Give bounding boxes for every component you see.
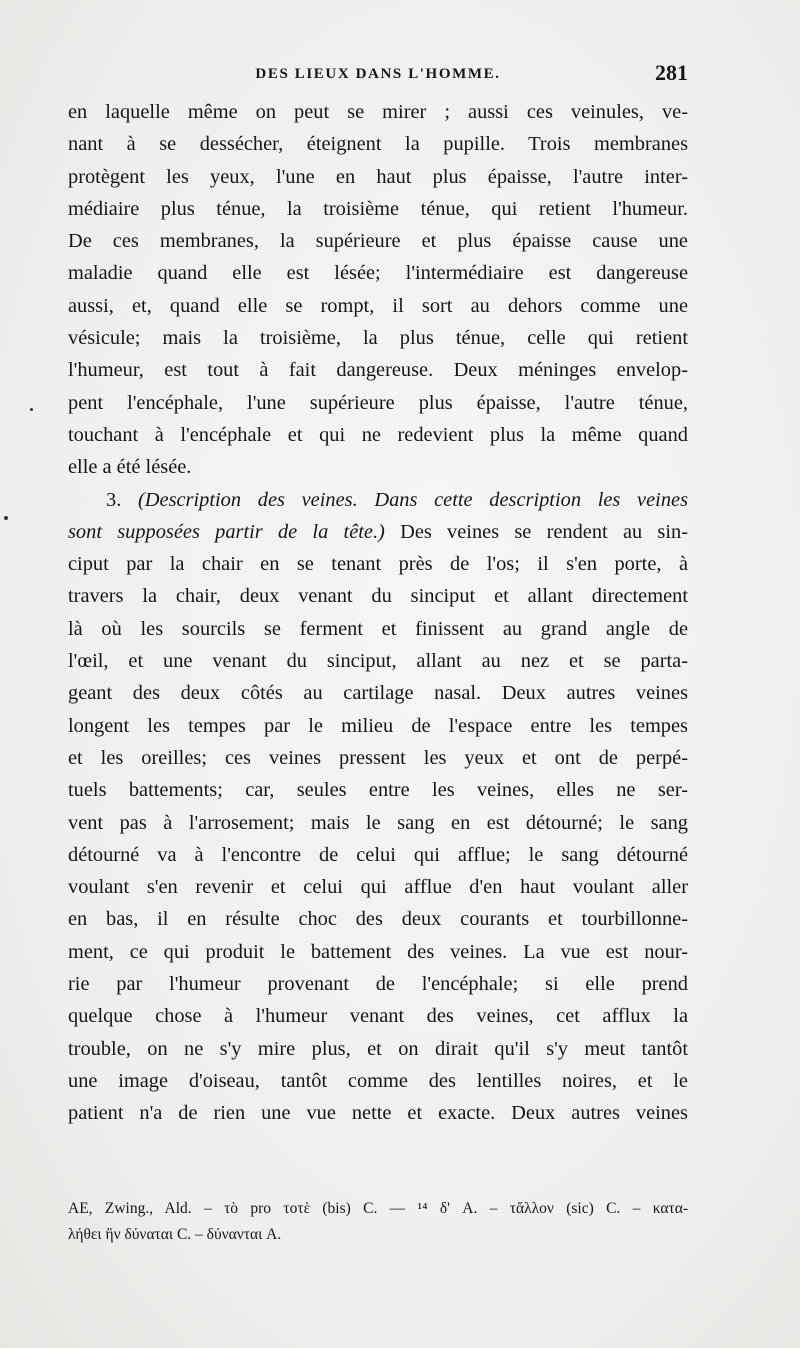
line-text: nant à se dessécher, éteignent la pupille. Trois membranes	[68, 133, 688, 156]
line-text: patient n'a de rien une vue nette et exacte. Deux autres veines	[68, 1102, 688, 1125]
page-number: 281	[655, 60, 688, 85]
section-title-italic: (Description des veines. Dans cette description les veines	[138, 488, 688, 511]
text-line	[68, 1065, 688, 1097]
line-text: tuels battements; car, seules entre les veines, elles ne ser-	[68, 779, 688, 802]
text-line	[68, 1000, 688, 1032]
line-text: longent les tempes par le milieu de l'espace entre les tempes	[68, 714, 688, 737]
line-text: rie par l'humeur provenant de l'encéphale; si elle prend	[68, 973, 688, 996]
line-text: quelque chose à l'humeur venant des veines, cet afflux la	[68, 1005, 688, 1028]
line-text: voulant s'en revenir et celui qui afflue d'en haut voulant aller	[68, 876, 688, 899]
line-text: là où les sourcils se ferment et finissent au grand angle de	[68, 617, 688, 640]
footnote-text: AE, Zwing., Ald. – τὸ pro τοτὲ (bis) C. — ¹⁴ δ' A. – τἄλλον (sic) C. – κατα-	[68, 1200, 688, 1217]
line-text: travers la chair, deux venant du sinciput et allant directement	[68, 585, 688, 608]
text-line	[68, 710, 688, 742]
text-line	[68, 807, 688, 839]
text-line	[68, 516, 688, 548]
section-number: 3.	[106, 488, 122, 511]
line-text: en laquelle même on peut se mirer ; aussi ces veinules, ve-	[68, 101, 688, 123]
text-line	[68, 871, 688, 903]
line-text: ciput par la chair en se tenant près de l'os; il s'en porte, à	[68, 553, 688, 576]
text-line	[68, 580, 688, 612]
running-title: DES LIEUX DANS L'HOMME.	[255, 66, 501, 82]
line-text: médiaire plus ténue, la troisième ténue, qui retient l'humeur.	[68, 197, 688, 220]
line-text: vent pas à l'arrosement; mais le sang en est détourné; le sang	[68, 811, 688, 834]
text-line	[68, 161, 688, 193]
section-title-italic: sont supposées partir de la tête.)	[68, 520, 385, 543]
line-text: l'humeur, est tout à fait dangereuse. Deux méninges envelop-	[68, 359, 688, 382]
footnote-text: λήθει ἣν δύναται C. – δύνανται A.	[68, 1226, 282, 1243]
text-line	[68, 742, 688, 774]
text-line	[68, 322, 688, 354]
print-speck	[4, 516, 8, 520]
text-line	[68, 354, 688, 386]
text-line	[68, 225, 688, 257]
line-text: touchant à l'encéphale et qui ne redevient plus la même quand	[68, 423, 688, 446]
text-line	[68, 903, 688, 935]
main-text	[68, 96, 688, 1130]
line-text: une image d'oiseau, tantôt comme des lentilles noires, et le	[68, 1069, 688, 1092]
text-line	[68, 290, 688, 322]
text-line	[68, 613, 688, 645]
line-text: protègent les yeux, l'une en haut plus épaisse, l'autre inter-	[68, 165, 688, 188]
text-line	[68, 128, 688, 160]
line-text: trouble, on ne s'y mire plus, et on dirait qu'il s'y meut tantôt	[68, 1037, 688, 1060]
text-line	[68, 645, 688, 677]
text-line	[68, 548, 688, 580]
line-text: De ces membranes, la supérieure et plus épaisse cause une	[68, 230, 688, 253]
print-speck	[30, 408, 33, 411]
text-line	[68, 968, 688, 1000]
text-line	[68, 387, 688, 419]
text-line	[68, 193, 688, 225]
line-text: et les oreilles; ces veines pressent les yeux et ont de perpé-	[68, 746, 688, 769]
running-head	[68, 58, 688, 90]
text-line	[68, 936, 688, 968]
footnote-line	[68, 1222, 688, 1248]
line-text: en bas, il en résulte choc des deux courants et tourbillonne-	[68, 908, 688, 931]
line-text: détourné va à l'encontre de celui qui afflue; le sang détourné	[68, 843, 688, 866]
line-text: maladie quand elle est lésée; l'intermédiaire est dangereuse	[68, 262, 688, 285]
line-text: ment, ce qui produit le battement des veines. La vue est nour-	[68, 940, 688, 963]
line-text: pent l'encéphale, l'une supérieure plus épaisse, l'autre ténue,	[68, 391, 688, 414]
text-line	[68, 839, 688, 871]
text-line	[68, 419, 688, 451]
line-text: aussi, et, quand elle se rompt, il sort au dehors comme une	[68, 294, 688, 317]
text-line	[68, 96, 688, 128]
text-line	[68, 257, 688, 289]
footnotes	[68, 1196, 688, 1248]
section-heading-line	[68, 484, 688, 516]
line-text: l'œil, et une venant du sinciput, allant au nez et se parta-	[68, 650, 688, 673]
text-line	[68, 677, 688, 709]
text-line	[68, 1097, 688, 1129]
line-text: geant des deux côtés au cartilage nasal. Deux autres veines	[68, 682, 688, 705]
text-line	[68, 774, 688, 806]
line-text: elle a été lésée.	[68, 456, 192, 479]
text-line	[68, 451, 688, 483]
footnote-line	[68, 1196, 688, 1222]
line-text: Des veines se rendent au sin-	[384, 520, 688, 543]
text-line	[68, 1033, 688, 1065]
line-text: vésicule; mais la troisième, la plus ténue, celle qui retient	[68, 327, 688, 350]
